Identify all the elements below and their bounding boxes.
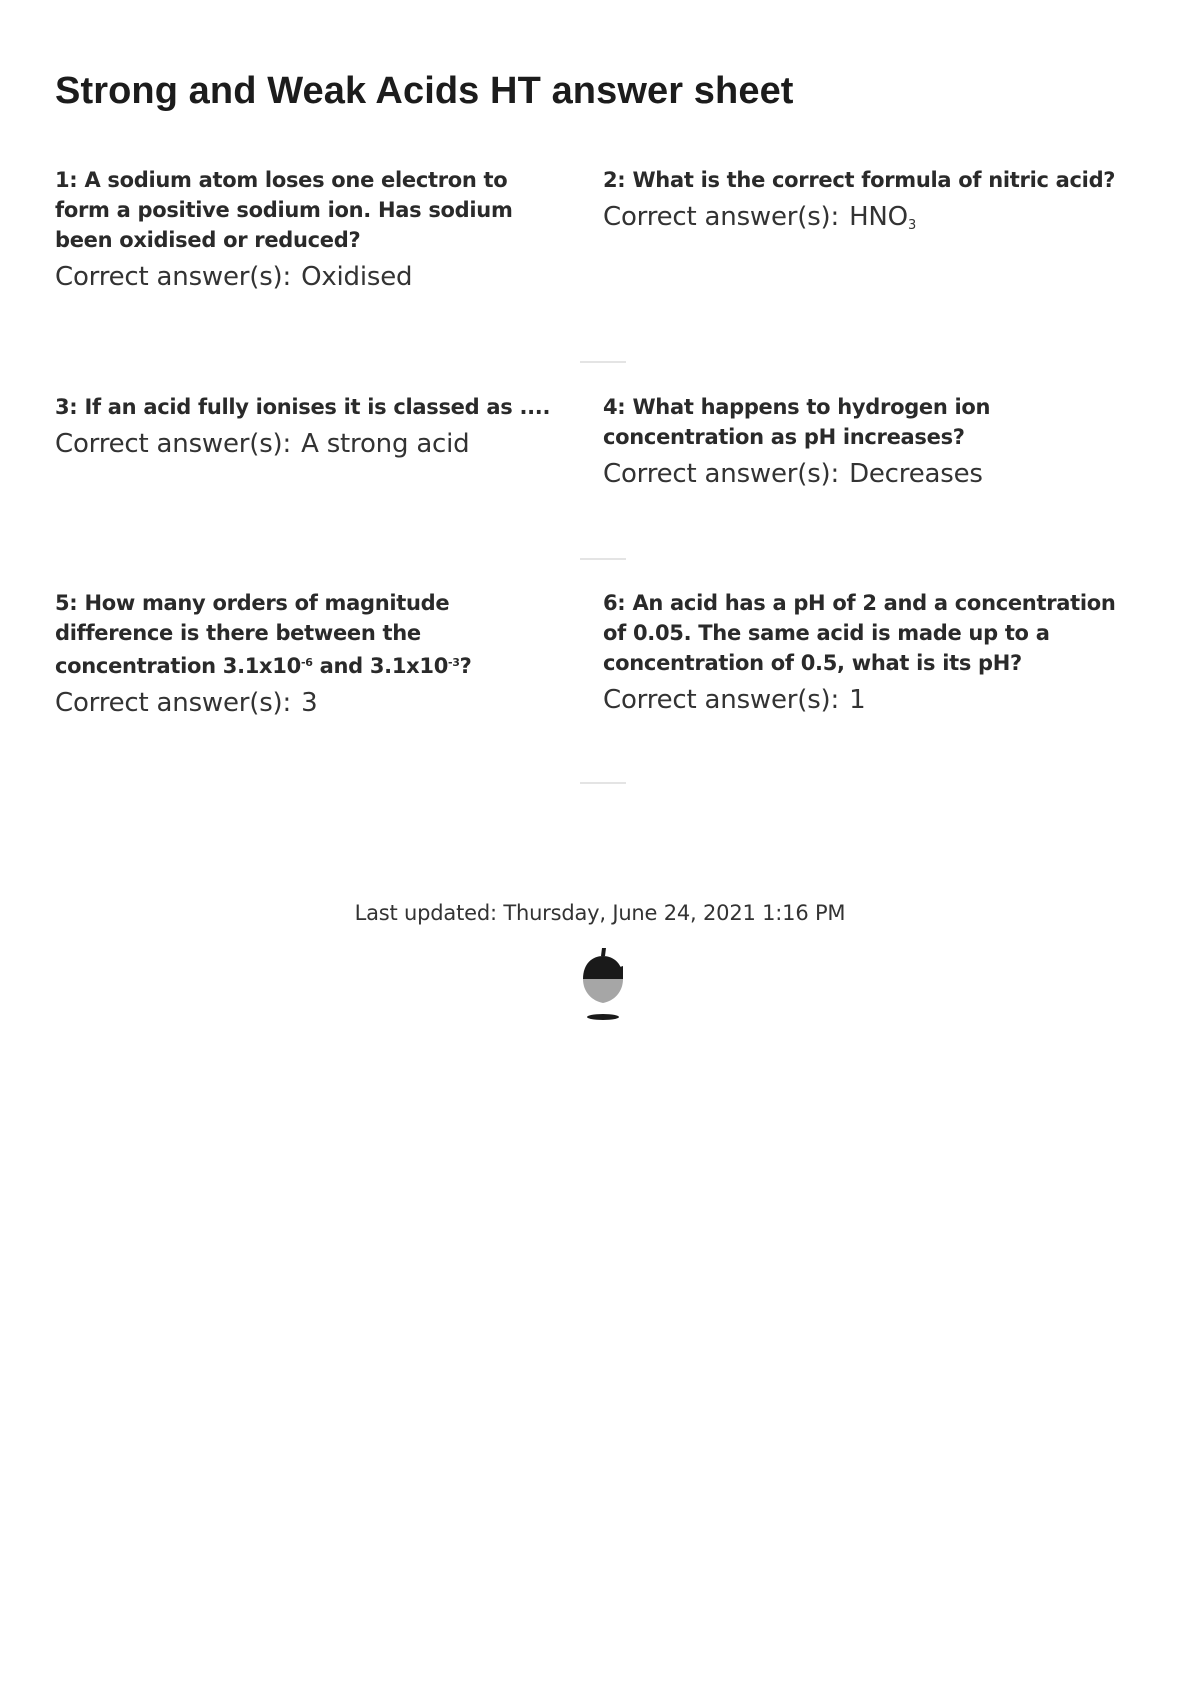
divider — [580, 361, 626, 363]
answer-value: 1 — [849, 685, 866, 715]
question-block-2 — [603, 165, 1123, 244]
divider — [580, 558, 626, 560]
question-text: 2: What is the correct formula of nitric acid? — [603, 168, 1116, 192]
answer-line: Correct answer(s): Decreases — [603, 459, 983, 489]
question-block-5 — [55, 588, 565, 721]
last-updated: Last updated: Thursday, June 24, 2021 1:16 PM — [354, 901, 846, 925]
answer-line: Correct answer(s): A strong acid — [55, 429, 470, 459]
answer-line: Correct answer(s): 1 — [603, 685, 866, 715]
answer-value: 3 — [301, 688, 318, 718]
answer-line: Correct answer(s): Oxidised — [55, 262, 413, 292]
divider — [580, 782, 626, 784]
question-text: 4: What happens to hydrogen ion concentration as pH increases? — [603, 395, 991, 449]
question-block-3 — [55, 392, 565, 462]
page-title: Strong and Weak Acids HT answer sheet — [55, 70, 794, 112]
question-block-6 — [603, 588, 1123, 718]
question-text: 3: If an acid fully ionises it is classed as .... — [55, 395, 551, 419]
answer-value: Oxidised — [301, 262, 413, 292]
question-text: 1: A sodium atom loses one electron to form a positive sodium ion. Has sodium been oxidised or reduced? — [55, 168, 513, 252]
acorn-icon — [578, 946, 628, 1022]
answer-value: $HNO_3$ — [849, 202, 917, 233]
question-block-4 — [603, 392, 1123, 492]
question-text: 6: An acid has a pH of 2 and a concentration of 0.05. The same acid is made up to a concentration of 0.5, what is its pH? — [603, 591, 1116, 675]
answer-value: Decreases — [849, 459, 983, 489]
answer-line: Correct answer(s): $HNO_3$ — [603, 202, 917, 233]
question-text: 5: How many orders of magnitude difference is there between the concentration $3.1x10^{-6}$ and $3.1x10^{-3}$? — [55, 591, 472, 678]
answer-line: Correct answer(s): 3 — [55, 688, 318, 718]
question-block-1 — [55, 165, 565, 295]
answer-value: A strong acid — [301, 429, 470, 459]
